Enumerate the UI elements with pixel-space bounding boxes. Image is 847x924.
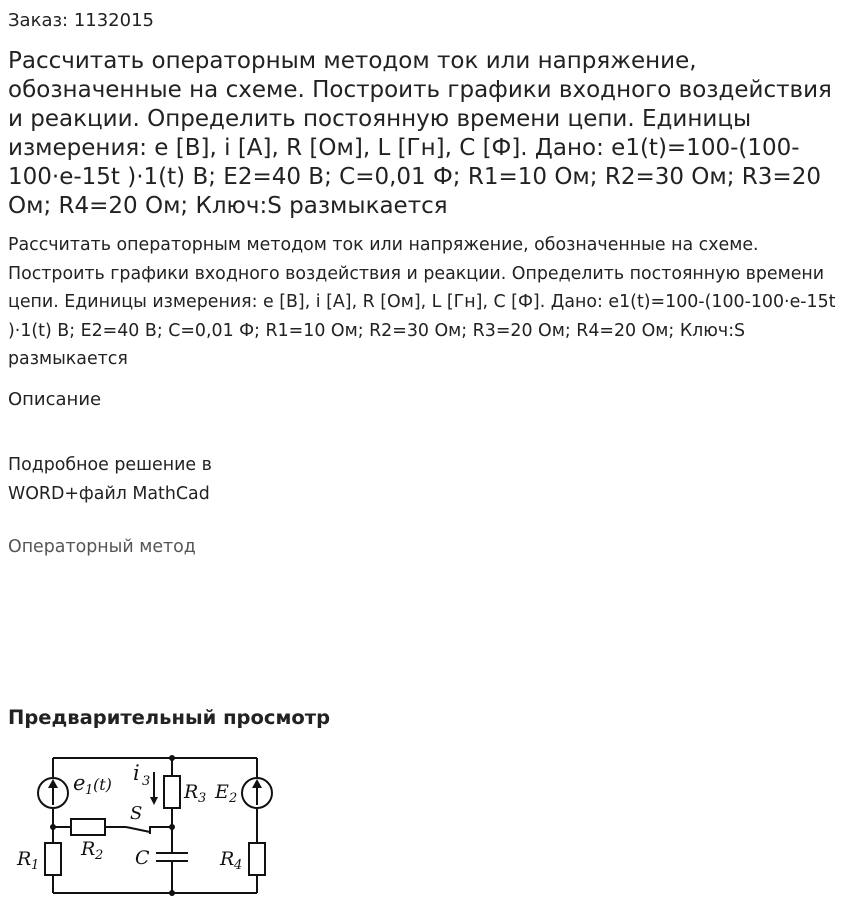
label-e1-sub: 1 [85, 783, 94, 798]
preview-heading: Предварительный просмотр [8, 706, 331, 729]
label-i3: i [133, 761, 140, 785]
label-e1: e [73, 771, 86, 795]
label-e1-arg: (t) [93, 775, 112, 794]
label-R4: R [220, 848, 235, 870]
label-R3: R [184, 781, 199, 803]
task-title: Рассчитать операторным методом ток или напряжение, обозначенные на схеме. Построить графики входного воздействия и реакции. Определить постоянную времени цепи. Единицы измерения: е [В], i [А], R [Ом], L [Гн], C [Ф]. Дано: e1(t)=100-(100-100·e-15t )·1(t) В; E2=40 В; С=0,01 Ф; R1=10 Ом; R2=30 Ом; R3=20 Ом; R4=20 Ом; Ключ:S размыкается [8, 48, 832, 219]
label-S: S [130, 803, 143, 824]
task-lead: Рассчитать операторным методом ток или напряжение, обозначенные на схеме. Построить графики входного воздействия и реакции. Определить постоянную времени цепи. Единицы измерения: е [В], i [А], R [Ом], L [Гн], C [Ф]. Дано: e1(t)=100-(100-100·e-15t )·1(t) В; E2=40 В; С=0,01 Ф; R1=10 Ом; R2=30 Ом; R3=20 Ом; R4=20 Ом; Ключ:S размыкается [8, 235, 836, 369]
order-number: Заказ: 1132015 [8, 10, 154, 31]
label-E2-sub: 2 [229, 791, 238, 806]
label-R1: R [17, 848, 32, 870]
description-detail: Подробное решение в WORD+файл MathCad [8, 455, 212, 504]
label-R2: R [81, 838, 96, 860]
method-tag-link[interactable]: Операторный метод [8, 537, 196, 557]
label-R2-sub: 2 [95, 848, 104, 863]
label-R1-sub: 1 [31, 858, 40, 873]
description-heading: Описание [8, 389, 102, 410]
label-R3-sub: 3 [198, 791, 207, 806]
label-R4-sub: 4 [234, 858, 243, 873]
circuit-schematic [14, 750, 279, 900]
label-E2: E [215, 781, 229, 803]
label-i3-sub: 3 [142, 774, 151, 789]
label-C: C [135, 847, 150, 869]
